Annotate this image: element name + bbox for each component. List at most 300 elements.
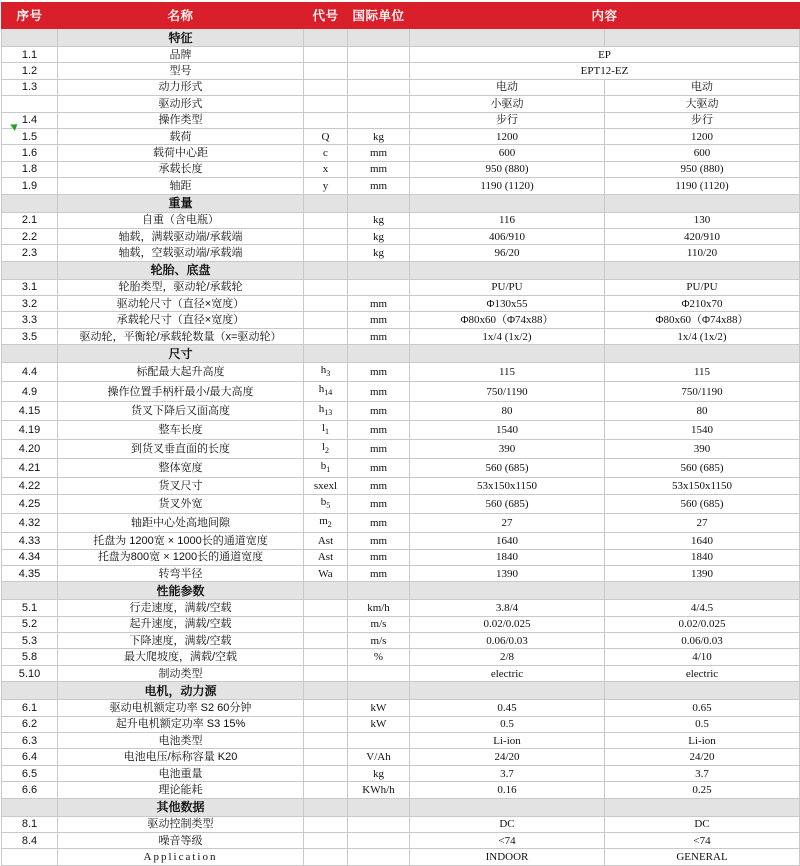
row-label: 托盘为 1200宽 × 1000长的通道宽度: [58, 533, 304, 549]
section-row: [2, 582, 800, 600]
spec-sheet: [0, 2, 800, 864]
row-number: 2.3: [2, 245, 58, 261]
section-row-spacer: [348, 682, 410, 700]
row-label: 转弯半径: [58, 565, 304, 581]
row-number: 1.2: [2, 63, 58, 79]
row-code: c: [304, 145, 348, 161]
row-value-variant-2: 115: [605, 363, 800, 382]
row-value-variant-2: 1x/4 (1x/2): [605, 328, 800, 344]
row-value-variant-1: 406/910: [410, 228, 605, 244]
row-value-variant-2: 1840: [605, 549, 800, 565]
section-row-spacer: [605, 798, 800, 816]
row-value-variant-2: 53x150x1150: [605, 478, 800, 494]
row-unit: V/Ah: [348, 749, 410, 765]
row-code: [304, 112, 348, 128]
row-code: $h_{13}$: [304, 401, 348, 420]
row-code: [304, 716, 348, 732]
row-unit: mm: [348, 382, 410, 401]
row-code: [304, 616, 348, 632]
row-unit: kg: [348, 245, 410, 261]
row-number: 3.3: [2, 312, 58, 328]
row-number: 2.1: [2, 212, 58, 228]
row-code: $l_1$: [304, 420, 348, 439]
row-number: 3.2: [2, 296, 58, 312]
section-title: 其他数据: [58, 798, 304, 816]
section-row-spacer: [348, 345, 410, 363]
row-code: [304, 328, 348, 344]
section-row-spacer: [2, 582, 58, 600]
section-row-spacer: [410, 582, 605, 600]
row-label: 驱动电机额定功率 S2 60分钟: [58, 700, 304, 716]
table-row: [2, 161, 800, 177]
section-row-spacer: [410, 798, 605, 816]
row-unit: mm: [348, 296, 410, 312]
row-number: 5.10: [2, 665, 58, 681]
row-value-variant-2: 大驱动: [605, 96, 800, 112]
section-title: 尺寸: [58, 345, 304, 363]
table-row: [2, 665, 800, 681]
row-value-variant-2: 560 (685): [605, 494, 800, 513]
table-row: [2, 733, 800, 749]
row-value-variant-1: 1200: [410, 128, 605, 144]
row-value-variant-1: 0.16: [410, 782, 605, 798]
row-value-variant-1: <74: [410, 833, 605, 849]
section-row-spacer: [304, 261, 348, 279]
row-label: 行走速度，满载/空载: [58, 600, 304, 616]
table-row: [2, 96, 800, 112]
row-label: 制动类型: [58, 665, 304, 681]
table-row: [2, 600, 800, 616]
section-row-spacer: [605, 194, 800, 212]
table-row: [2, 616, 800, 632]
row-value-variant-2: 80: [605, 401, 800, 420]
row-unit: [348, 63, 410, 79]
row-label: 驱动轮，平衡轮/承载轮数量（x=驱动轮）: [58, 328, 304, 344]
section-row-spacer: [2, 194, 58, 212]
row-value-variant-1: 0.06/0.03: [410, 633, 605, 649]
row-unit: mm: [348, 145, 410, 161]
section-row-spacer: [410, 261, 605, 279]
section-row-spacer: [304, 194, 348, 212]
table-row: [2, 228, 800, 244]
table-row: [2, 79, 800, 95]
row-value-variant-1: 小驱动: [410, 96, 605, 112]
row-number: 4.9: [2, 382, 58, 401]
row-number: 4.4: [2, 363, 58, 382]
row-label: 货叉尺寸: [58, 478, 304, 494]
row-label: 整车长度: [58, 420, 304, 439]
row-value-variant-2: 1390: [605, 565, 800, 581]
section-row-spacer: [410, 29, 605, 47]
row-unit: [348, 733, 410, 749]
table-row: [2, 749, 800, 765]
row-value-merged: EPT12-EZ: [410, 63, 800, 79]
row-unit: mm: [348, 513, 410, 532]
row-code: [304, 749, 348, 765]
row-unit: kg: [348, 765, 410, 781]
row-value-variant-1: 1540: [410, 420, 605, 439]
section-row-spacer: [605, 345, 800, 363]
row-unit: mm: [348, 401, 410, 420]
row-unit: [348, 96, 410, 112]
row-value-variant-2: 0.5: [605, 716, 800, 732]
row-value-variant-2: 4/4.5: [605, 600, 800, 616]
table-row: [2, 816, 800, 832]
row-unit: mm: [348, 549, 410, 565]
row-value-variant-1: 步行: [410, 112, 605, 128]
table-body: [2, 29, 800, 866]
table-row: [2, 782, 800, 798]
table-row: [2, 494, 800, 513]
row-number: 5.8: [2, 649, 58, 665]
col-header-name: 名称: [58, 3, 304, 29]
row-value-variant-1: 1840: [410, 549, 605, 565]
row-number: 6.6: [2, 782, 58, 798]
row-unit: km/h: [348, 600, 410, 616]
specification-table: [1, 2, 800, 866]
row-number: 3.5: [2, 328, 58, 344]
row-unit: %: [348, 649, 410, 665]
table-row: [2, 312, 800, 328]
row-label: 轮胎类型，驱动轮/承载轮: [58, 279, 304, 295]
row-number: 6.4: [2, 749, 58, 765]
section-row-spacer: [348, 194, 410, 212]
row-label: 起升速度，满载/空载: [58, 616, 304, 632]
section-title: 轮胎、底盘: [58, 261, 304, 279]
row-value-variant-2: 390: [605, 440, 800, 459]
row-code: [304, 47, 348, 63]
row-value-variant-1: Li-ion: [410, 733, 605, 749]
row-unit: mm: [348, 565, 410, 581]
row-value-variant-1: 1640: [410, 533, 605, 549]
row-label: 动力形式: [58, 79, 304, 95]
table-row: [2, 128, 800, 144]
row-value-variant-2: Φ80x60（Φ74x88）: [605, 312, 800, 328]
row-unit: mm: [348, 363, 410, 382]
row-value-variant-2: GENERAL: [605, 849, 800, 865]
row-unit: mm: [348, 161, 410, 177]
row-value-variant-2: 130: [605, 212, 800, 228]
section-row-spacer: [304, 682, 348, 700]
row-value-variant-2: 110/20: [605, 245, 800, 261]
row-value-variant-1: 116: [410, 212, 605, 228]
row-code: [304, 296, 348, 312]
row-label: 品牌: [58, 47, 304, 63]
row-value-variant-1: 950 (880): [410, 161, 605, 177]
table-row: [2, 833, 800, 849]
row-value-variant-2: 步行: [605, 112, 800, 128]
row-unit: KWh/h: [348, 782, 410, 798]
col-header-unit: 国际单位: [348, 3, 410, 29]
table-row: [2, 649, 800, 665]
row-label: 最大爬坡度，满载/空载: [58, 649, 304, 665]
section-row-spacer: [304, 582, 348, 600]
table-row: [2, 478, 800, 494]
col-header-no: 序号: [2, 3, 58, 29]
row-value-variant-1: 0.45: [410, 700, 605, 716]
table-row: [2, 440, 800, 459]
row-code: [304, 245, 348, 261]
row-value-variant-1: 560 (685): [410, 459, 605, 478]
row-value-variant-2: DC: [605, 816, 800, 832]
section-row-spacer: [605, 261, 800, 279]
row-value-variant-2: 1540: [605, 420, 800, 439]
row-number: 1.5: [2, 128, 58, 144]
row-code: [304, 63, 348, 79]
row-label: 货叉下降后又面高度: [58, 401, 304, 420]
row-unit: [348, 79, 410, 95]
section-title: 特征: [58, 29, 304, 47]
row-label: 载荷: [58, 128, 304, 144]
table-row: [2, 145, 800, 161]
row-unit: m/s: [348, 616, 410, 632]
row-number: 4.21: [2, 459, 58, 478]
row-code: [304, 312, 348, 328]
section-title: 重量: [58, 194, 304, 212]
row-label: Application: [58, 849, 304, 865]
section-row-spacer: [2, 261, 58, 279]
row-value-variant-1: 1x/4 (1x/2): [410, 328, 605, 344]
row-value-variant-1: 390: [410, 440, 605, 459]
table-row: [2, 700, 800, 716]
row-value-variant-1: 2/8: [410, 649, 605, 665]
row-label: 载荷中心距: [58, 145, 304, 161]
row-unit: m/s: [348, 633, 410, 649]
row-value-variant-1: 115: [410, 363, 605, 382]
row-code: [304, 816, 348, 832]
row-number: 6.2: [2, 716, 58, 732]
row-unit: mm: [348, 312, 410, 328]
row-value-variant-2: 电动: [605, 79, 800, 95]
row-value-variant-1: electric: [410, 665, 605, 681]
row-unit: [348, 112, 410, 128]
row-unit: [348, 833, 410, 849]
row-unit: [348, 665, 410, 681]
row-unit: kg: [348, 212, 410, 228]
row-code: [304, 782, 348, 798]
row-code: [304, 833, 348, 849]
table-row: [2, 363, 800, 382]
row-code: [304, 733, 348, 749]
table-row: [2, 178, 800, 194]
row-number: 4.33: [2, 533, 58, 549]
row-label: 承载长度: [58, 161, 304, 177]
row-code: [304, 665, 348, 681]
row-number: 4.19: [2, 420, 58, 439]
row-number: 8.4: [2, 833, 58, 849]
row-label: 托盘为800宽 × 1200长的通道宽度: [58, 549, 304, 565]
row-number: 4.34: [2, 549, 58, 565]
row-unit: [348, 816, 410, 832]
table-row: [2, 382, 800, 401]
table-row: [2, 420, 800, 439]
section-row-spacer: [605, 29, 800, 47]
section-row-spacer: [2, 682, 58, 700]
section-row-spacer: [605, 682, 800, 700]
row-code: [304, 849, 348, 865]
row-unit: mm: [348, 328, 410, 344]
row-label: 自重（含电瓶）: [58, 212, 304, 228]
row-label: 操作位置手柄杆最小/最大高度: [58, 382, 304, 401]
row-label: 型号: [58, 63, 304, 79]
row-label: 到货叉垂直面的长度: [58, 440, 304, 459]
row-value-variant-2: 750/1190: [605, 382, 800, 401]
table-row: [2, 765, 800, 781]
section-row-spacer: [348, 261, 410, 279]
row-value-variant-2: PU/PU: [605, 279, 800, 295]
section-row-spacer: [2, 345, 58, 363]
row-value-variant-1: 1390: [410, 565, 605, 581]
row-number: 8.1: [2, 816, 58, 832]
row-value-variant-1: 0.5: [410, 716, 605, 732]
section-row: [2, 682, 800, 700]
row-value-variant-2: 3.7: [605, 765, 800, 781]
row-value-variant-2: 1200: [605, 128, 800, 144]
table-row: [2, 459, 800, 478]
row-value-variant-2: 1640: [605, 533, 800, 549]
row-number: 1.1: [2, 47, 58, 63]
row-code: [304, 633, 348, 649]
row-label: 电池重量: [58, 765, 304, 781]
table-header-row: [2, 3, 800, 29]
row-value-merged: EP: [410, 47, 800, 63]
row-value-variant-1: 3.8/4: [410, 600, 605, 616]
row-number: 1.6: [2, 145, 58, 161]
row-value-variant-1: Φ130x55: [410, 296, 605, 312]
row-label: 标配最大起升高度: [58, 363, 304, 382]
section-row: [2, 29, 800, 47]
row-label: 下降速度，满载/空载: [58, 633, 304, 649]
row-code: $h_3$: [304, 363, 348, 382]
row-number: 6.1: [2, 700, 58, 716]
row-label: 承载轮尺寸（直径×宽度）: [58, 312, 304, 328]
section-row-spacer: [348, 29, 410, 47]
section-row-spacer: [304, 29, 348, 47]
table-row: [2, 47, 800, 63]
row-code: Ast: [304, 549, 348, 565]
row-code: [304, 765, 348, 781]
row-unit: kW: [348, 716, 410, 732]
table-row: [2, 63, 800, 79]
table-row: [2, 212, 800, 228]
table-row: [2, 549, 800, 565]
row-value-variant-2: 0.25: [605, 782, 800, 798]
row-number: 2.2: [2, 228, 58, 244]
row-value-variant-1: INDOOR: [410, 849, 605, 865]
row-value-variant-1: 96/20: [410, 245, 605, 261]
row-number: 1.9: [2, 178, 58, 194]
row-code: x: [304, 161, 348, 177]
row-value-variant-1: 电动: [410, 79, 605, 95]
col-header-code: 代号: [304, 3, 348, 29]
row-number: 4.25: [2, 494, 58, 513]
section-row: [2, 798, 800, 816]
row-number: 5.2: [2, 616, 58, 632]
row-code: [304, 649, 348, 665]
row-code: $h_{14}$: [304, 382, 348, 401]
row-number: 4.20: [2, 440, 58, 459]
table-row: [2, 401, 800, 420]
row-label: 驱动形式: [58, 96, 304, 112]
row-label: 轴载，空载驱动端/承载端: [58, 245, 304, 261]
table-row: [2, 245, 800, 261]
row-unit: [348, 279, 410, 295]
row-value-variant-1: 24/20: [410, 749, 605, 765]
row-value-variant-1: 80: [410, 401, 605, 420]
row-value-variant-2: 0.06/0.03: [605, 633, 800, 649]
table-row: [2, 716, 800, 732]
row-label: 轴距: [58, 178, 304, 194]
row-value-variant-1: Φ80x60（Φ74x88）: [410, 312, 605, 328]
table-row: [2, 633, 800, 649]
row-value-variant-2: <74: [605, 833, 800, 849]
row-value-variant-2: 420/910: [605, 228, 800, 244]
row-unit: mm: [348, 478, 410, 494]
row-code: Wa: [304, 565, 348, 581]
section-row: [2, 261, 800, 279]
row-value-variant-1: 560 (685): [410, 494, 605, 513]
row-label: 轴载，满载驱动端/承载端: [58, 228, 304, 244]
row-value-variant-2: 600: [605, 145, 800, 161]
row-unit: kg: [348, 228, 410, 244]
row-label: 驱动轮尺寸（直径×宽度）: [58, 296, 304, 312]
row-number: 4.32: [2, 513, 58, 532]
section-row-spacer: [2, 798, 58, 816]
row-value-variant-1: 0.02/0.025: [410, 616, 605, 632]
row-value-variant-2: 27: [605, 513, 800, 532]
row-unit: [348, 47, 410, 63]
section-row-spacer: [410, 194, 605, 212]
row-code: [304, 96, 348, 112]
row-code: [304, 79, 348, 95]
row-label: 货叉外宽: [58, 494, 304, 513]
section-row: [2, 345, 800, 363]
row-unit: mm: [348, 459, 410, 478]
table-row: [2, 112, 800, 128]
row-number: 4.22: [2, 478, 58, 494]
row-number: 1.4: [2, 112, 58, 128]
row-value-variant-2: 24/20: [605, 749, 800, 765]
row-code: y: [304, 178, 348, 194]
section-title: 性能参数: [58, 582, 304, 600]
col-header-content: 内容: [410, 3, 800, 29]
section-row-spacer: [2, 29, 58, 47]
section-row-spacer: [410, 682, 605, 700]
table-row: [2, 565, 800, 581]
row-value-variant-1: 53x150x1150: [410, 478, 605, 494]
row-value-variant-2: 1190 (1120): [605, 178, 800, 194]
section-row-spacer: [348, 798, 410, 816]
row-value-variant-1: PU/PU: [410, 279, 605, 295]
section-row-spacer: [410, 345, 605, 363]
row-unit: kg: [348, 128, 410, 144]
row-label: 整体宽度: [58, 459, 304, 478]
section-row-spacer: [304, 345, 348, 363]
row-unit: mm: [348, 440, 410, 459]
section-row-spacer: [605, 582, 800, 600]
row-value-variant-2: 0.02/0.025: [605, 616, 800, 632]
row-value-variant-2: 0.65: [605, 700, 800, 716]
row-value-variant-2: 4/10: [605, 649, 800, 665]
row-number: 1.3: [2, 79, 58, 95]
row-label: 驱动控制类型: [58, 816, 304, 832]
row-value-variant-1: DC: [410, 816, 605, 832]
row-unit: mm: [348, 420, 410, 439]
row-label: 噪音等级: [58, 833, 304, 849]
row-code: $b_5$: [304, 494, 348, 513]
row-label: 理论能耗: [58, 782, 304, 798]
row-label: 操作类型: [58, 112, 304, 128]
